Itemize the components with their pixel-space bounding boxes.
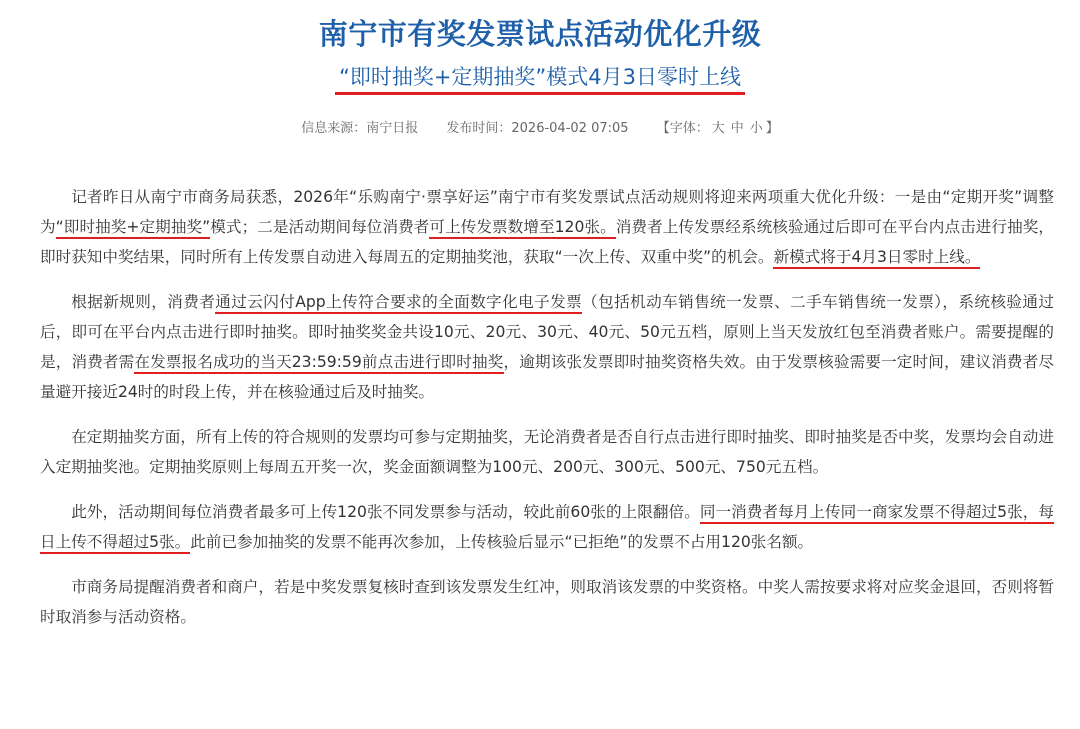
highlighted-text: “即时抽奖+定期抽奖”: [56, 218, 211, 239]
font-size-close: 】: [765, 121, 779, 136]
highlighted-text: 新模式将于4月3日零时上线。: [773, 248, 980, 269]
highlighted-text: 在发票报名成功的当天23:59:59前点击进行即时抽奖: [134, 353, 503, 374]
paragraph-text: 此外，活动期间每位消费者最多可上传120张不同发票参与活动，较此前60张的上限翻倍。: [71, 503, 700, 521]
font-size-open: 【字体：: [656, 121, 709, 136]
paragraph-text: 模式；二是活动期间每位消费者: [210, 218, 430, 236]
paragraph-text: 记者昨日从南宁市商务局获悉，2026年“乐购南宁·票享好运”南宁市有奖发票试点活动规则将迎来两项重大优化升级：一是由“定期开奖”调整为: [40, 188, 1054, 236]
paragraph-text: 根据新规则，消费者: [71, 293, 216, 311]
font-size-large-link[interactable]: 大: [711, 121, 725, 136]
paragraph: [40, 422, 1054, 482]
paragraph-text: 消费者上传发票经系统核验通过后即可在平台内点击进行抽奖，即时获知中奖结果，同时所有上传发票自动进入每周五的定期抽奖池，获取“一次上传、双重中奖”的机会。: [40, 218, 1054, 266]
paragraph: [40, 182, 1054, 272]
font-size-switcher: [657, 121, 779, 136]
paragraph-text: 市商务局提醒消费者和商户，若是中奖发票复核时查到该发票发生红冲，则取消该发票的中奖资格。中奖人需按要求将对应奖金退回，否则将暂时取消参与活动资格。: [40, 578, 1054, 626]
paragraph-text: 此前已参加抽奖的发票不能再次参加，上传核验后显示“已拒绝”的发票不占用120张名额。: [190, 533, 814, 551]
paragraph: [40, 287, 1054, 407]
paragraph: [40, 572, 1054, 632]
paragraph: [40, 497, 1054, 557]
article-body: [40, 182, 1054, 647]
highlighted-text: 同一消费者每月上传同一商家发票不得超过5张，每日上传不得超过5张。: [40, 503, 1054, 554]
meta-source: 信息来源：南宁日报: [301, 121, 419, 136]
paragraph-text: ，逾期该张发票即时抽奖资格失效。由于发票核验需要一定时间，建议消费者尽量避开接近24时的时段上传，并在核验通过后及时抽奖。: [40, 353, 1054, 401]
highlighted-text: 可上传发票数增至120张。: [429, 218, 615, 239]
paragraph-text: 在定期抽奖方面，所有上传的符合规则的发票均可参与定期抽奖，无论消费者是否自行点击进行即时抽奖、即时抽奖是否中奖，发票均会自动进入定期抽奖池。定期抽奖原则上每周五开奖一次，奖金面额调整为100元、200元、300元、500元、750元五档。: [40, 428, 1054, 476]
article-subtitle-wrap: [0, 64, 1080, 95]
font-size-medium-link[interactable]: 中: [730, 121, 744, 136]
article-meta: [0, 117, 1080, 136]
highlighted-text: 通过云闪付App上传符合要求的: [215, 293, 438, 314]
highlighted-text: 全面数字化电子发票: [438, 293, 582, 314]
font-size-small-link[interactable]: 小: [749, 121, 763, 136]
article-title: 南宁市有奖发票试点活动优化升级: [318, 17, 762, 51]
article-subtitle: “即时抽奖+定期抽奖”模式4月3日零时上线: [335, 64, 745, 95]
paragraph-text: （包括机动车销售统一发票、二手车销售统一发票），系统核验通过后，即可在平台内点击进行即时抽奖。即时抽奖奖金共设10元、20元、30元、40元、50元五档，原则上当天发放红包至消费者账户。需要提醒的是，消费者需: [40, 293, 1055, 371]
meta-published: 发布时间：2026-04-02 07:05: [446, 121, 629, 136]
